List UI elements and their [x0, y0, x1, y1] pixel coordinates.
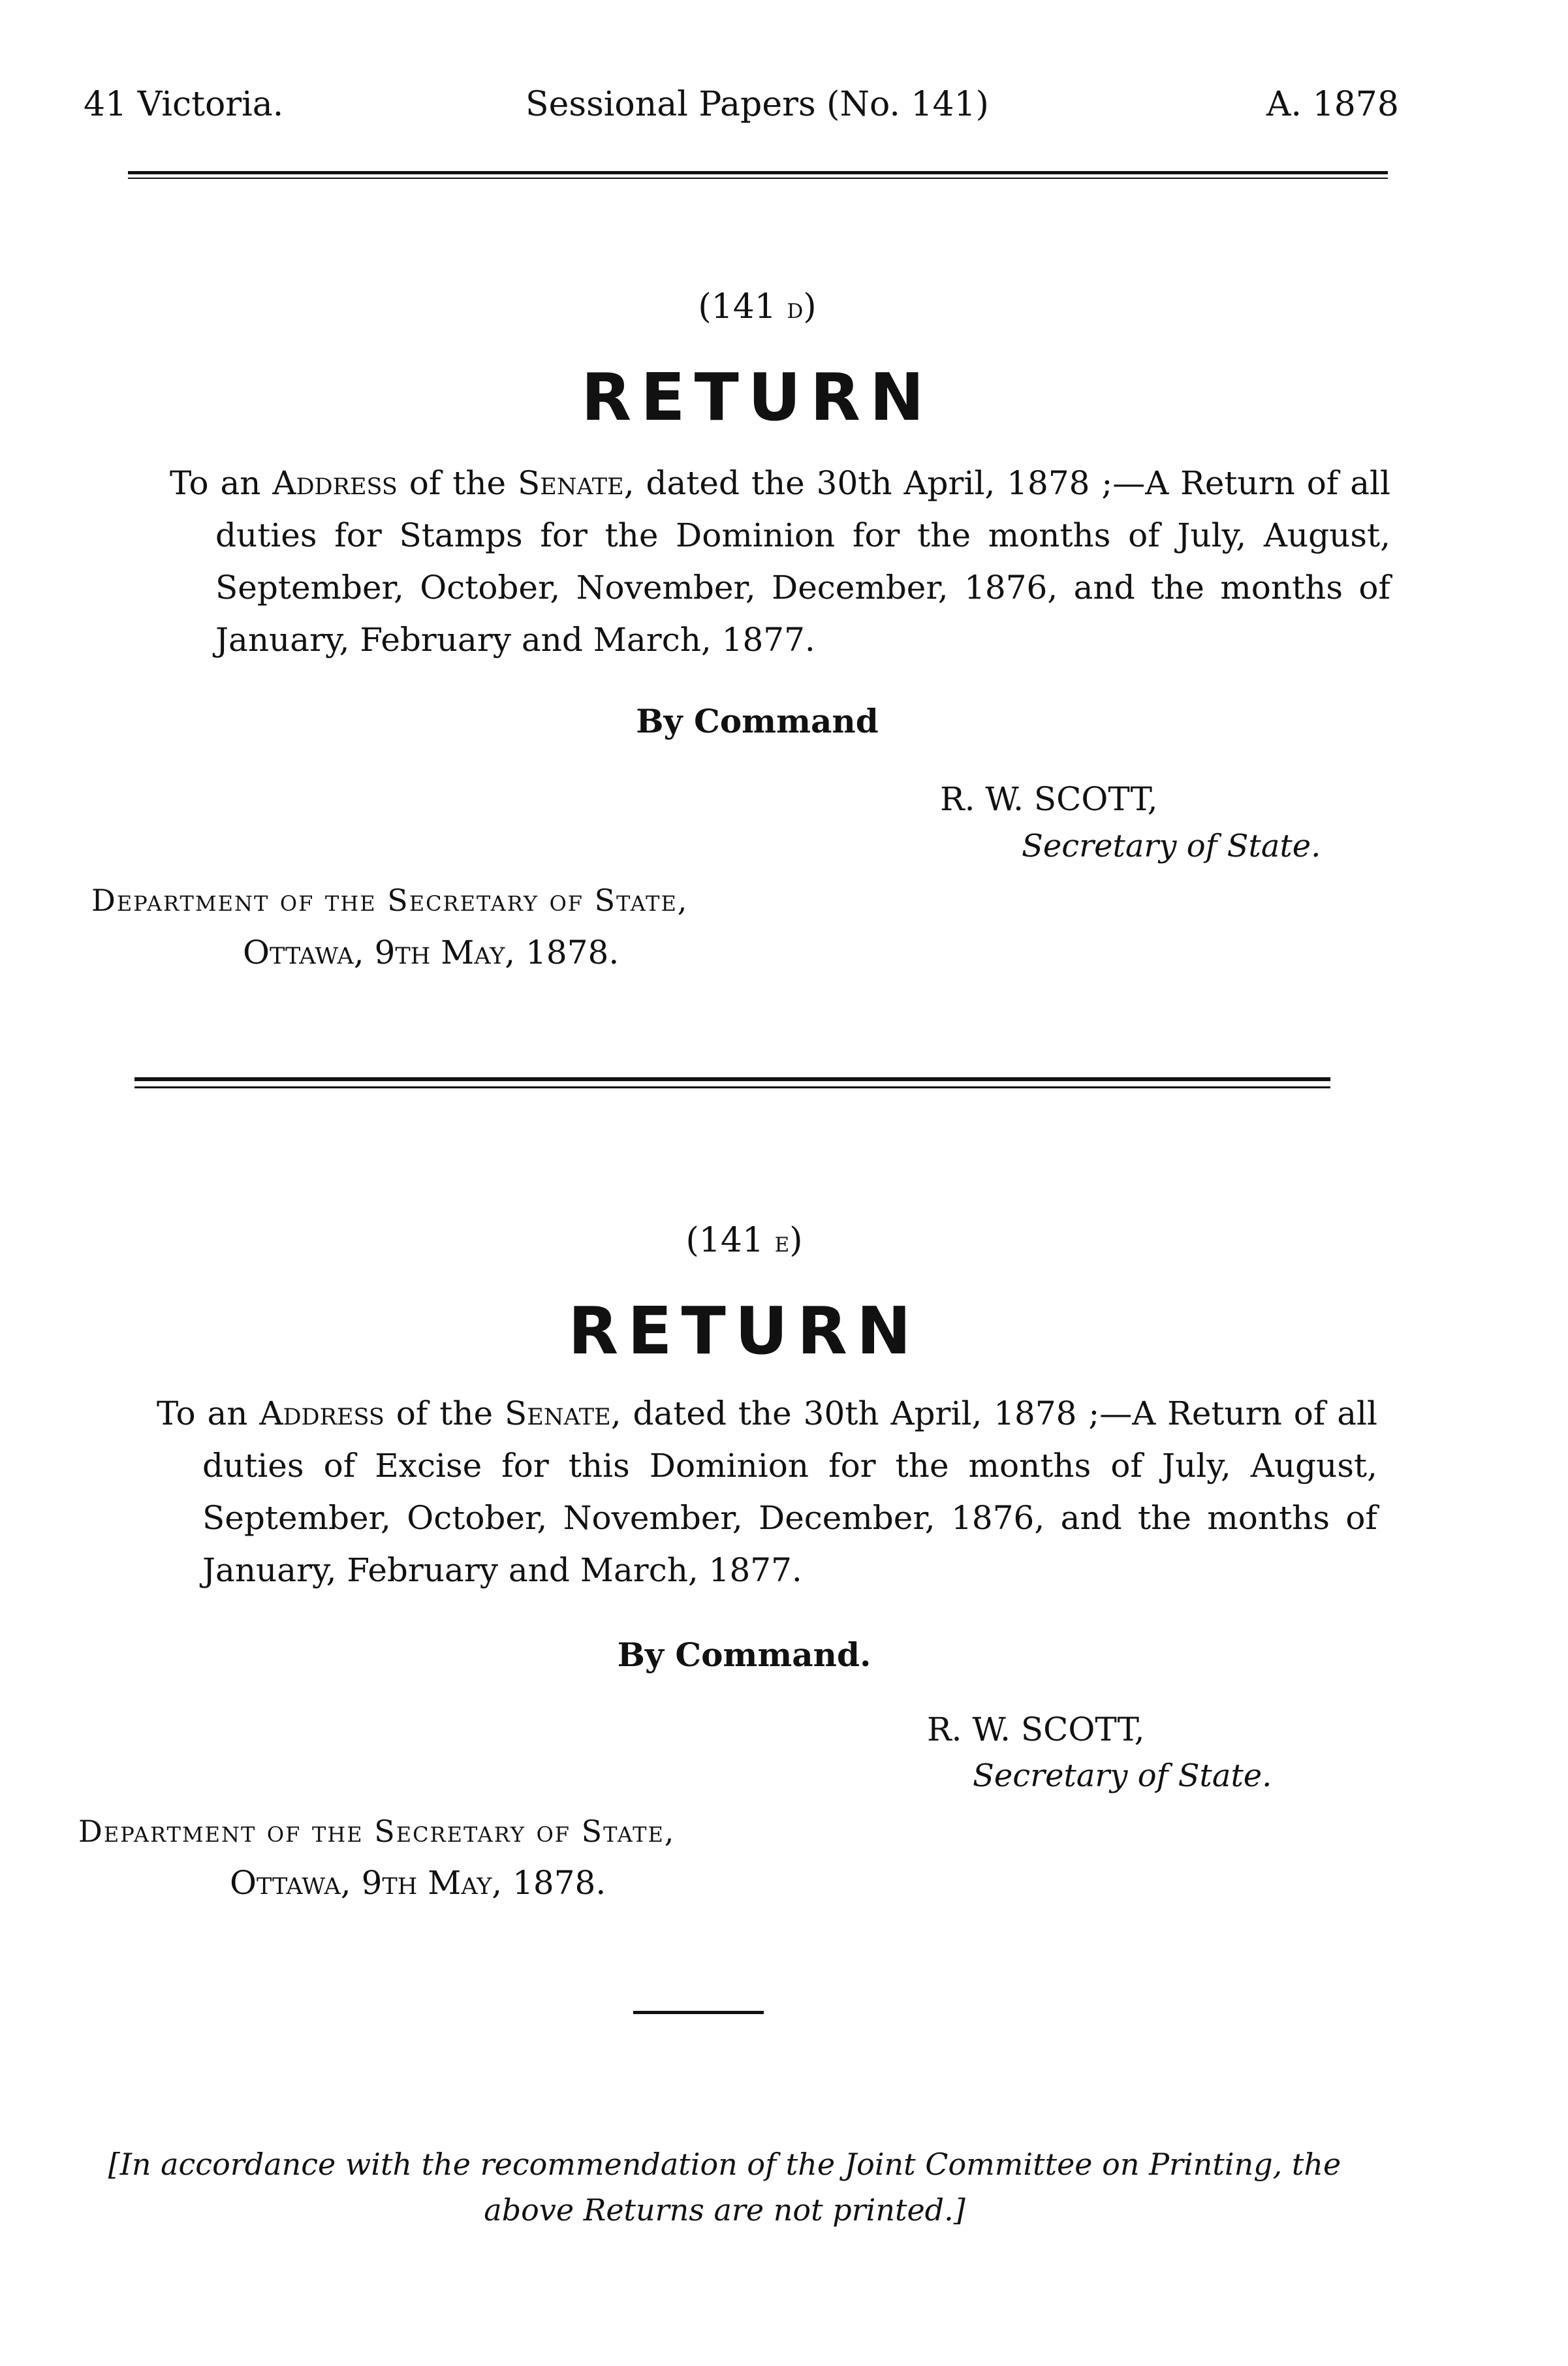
by-command: By Command.	[617, 1635, 871, 1674]
body-to-an: To an	[170, 464, 261, 502]
department-name: Department of the Secretary of State,	[78, 1814, 676, 1849]
section-code-close: )	[803, 287, 817, 326]
section-code	[522, 287, 992, 326]
section-code-letter: d	[787, 292, 804, 325]
signer-title: Secretary of State.	[1022, 828, 1321, 864]
footnote: [In accordance with the recommendation of the Joint Committee on Printing, the above Returns are not printed.]	[108, 2147, 1341, 2228]
header-rule-thick	[128, 171, 1388, 174]
body-address-word: Address	[259, 1395, 384, 1432]
city-date	[243, 934, 619, 971]
running-header-left: 41 Victoria.	[84, 85, 284, 124]
body-of-the: of the	[409, 464, 507, 502]
section-code-close: )	[789, 1221, 803, 1260]
department-name: Department of the Secretary of State,	[91, 883, 689, 918]
signer-name: R. W. SCOTT,	[927, 1711, 1145, 1748]
header-rule-thin	[128, 178, 1388, 179]
return-body	[170, 457, 1390, 666]
city-date-text: Ottawa, 9th May, 1878.	[230, 1864, 606, 1902]
body-to-an: To an	[157, 1395, 248, 1432]
city-date	[230, 1864, 606, 1902]
section-divider-thick	[134, 1077, 1330, 1081]
section-code-letter: e	[774, 1225, 790, 1259]
body-text: dated the 30th April, 1878 ;—A Return of all duties for Stamps for the Dominion for the months of July, August, September, October, November, December, 1876, and the months of January, February and March, 1877.	[215, 464, 1390, 659]
by-command: By Command	[636, 702, 879, 740]
body-text: dated the 30th April, 1878 ;—A Return of all duties of Excise for this Dominion for the months of July, August, September, October, November, December, 1876, and the months of January, February and March, 1877.	[202, 1395, 1377, 1589]
running-header-center: Sessional Papers (No. 141)	[525, 85, 989, 124]
body-senate-word: Senate,	[505, 1395, 621, 1432]
return-title: RETURN	[581, 359, 933, 435]
section-code-number: (141	[685, 1221, 764, 1260]
city-date-text: Ottawa, 9th May, 1878.	[243, 934, 619, 971]
section-code-number: (141	[698, 287, 776, 326]
section-divider-thin	[134, 1086, 1330, 1088]
closing-rule	[633, 2011, 764, 2014]
body-of-the: of the	[396, 1395, 494, 1432]
signer-name: R. W. SCOTT,	[940, 780, 1158, 818]
return-title: RETURN	[568, 1293, 920, 1369]
body-senate-word: Senate,	[518, 464, 635, 502]
body-address-word: Address	[272, 464, 398, 502]
signer-title: Secretary of State.	[973, 1758, 1272, 1794]
running-header-right: A. 1878	[1266, 85, 1399, 124]
return-body	[157, 1387, 1377, 1596]
section-code	[509, 1221, 979, 1260]
